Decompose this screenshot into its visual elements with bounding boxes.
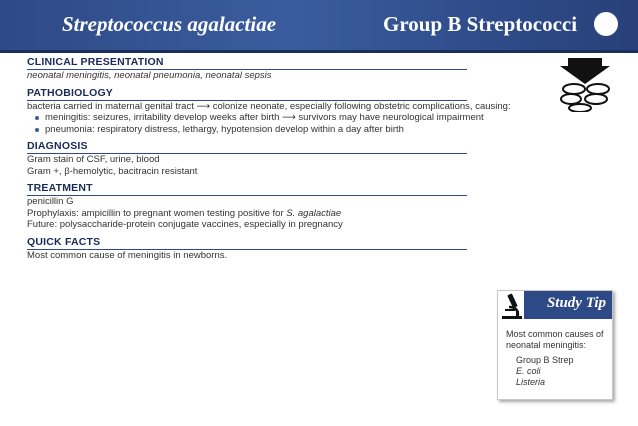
quickfacts-heading: QUICK FACTS bbox=[27, 236, 467, 250]
study-tip-item: Listeria bbox=[516, 377, 546, 387]
treatment-prophylaxis: Prophylaxis: ampicillin to pregnant women testing positive for bbox=[27, 207, 287, 219]
study-tip-intro: Most common causes of bbox=[506, 329, 604, 339]
quickfacts-text: Most common cause of meningitis in newborns. bbox=[27, 249, 228, 261]
clinical-text: neonatal meningitis, neonatal pneumonia, neonatal sepsis bbox=[27, 70, 272, 81]
patho-bullet: meningitis: seizures, irritability develop weeks after birth ⟶ survivors may have neurological impairment bbox=[27, 112, 467, 124]
patho-text: bacteria carried in maternal genital tract ⟶ colonize neonate, especially following obstetric complications, causing: bbox=[27, 100, 511, 112]
study-tip-box bbox=[497, 290, 613, 400]
header-circle-icon bbox=[594, 12, 618, 36]
diagnosis-heading: DIAGNOSIS bbox=[27, 140, 467, 154]
diagnosis-line: Gram +, β-hemolytic, bacitracin resistant bbox=[27, 165, 198, 177]
treatment-line: penicillin G bbox=[27, 196, 74, 207]
diagnosis-line: Gram stain of CSF, urine, blood bbox=[27, 154, 160, 165]
clinical-heading: CLINICAL PRESENTATION bbox=[27, 56, 467, 70]
study-tip-item: Group B Strep bbox=[516, 355, 574, 365]
treatment-line bbox=[27, 208, 467, 220]
patho-bullet: pneumonia: respiratory distress, lethargy, hypotension develop within a day after birth bbox=[27, 124, 467, 136]
patho-heading: PATHOBIOLOGY bbox=[27, 87, 467, 101]
study-tip-item: E. coli bbox=[516, 366, 541, 376]
group-name: Group B Streptococci bbox=[383, 12, 578, 36]
study-tip-body bbox=[506, 329, 610, 388]
treatment-heading: TREATMENT bbox=[27, 182, 467, 196]
streptococcus-chain-icon bbox=[558, 56, 614, 112]
treatment-line: Future: polysaccharide-protein conjugate vaccines, especially in pregnancy bbox=[27, 219, 343, 230]
study-tip-intro: neonatal meningitis: bbox=[506, 340, 587, 350]
header-banner bbox=[0, 0, 638, 53]
study-tip-list bbox=[506, 355, 610, 388]
main-content bbox=[27, 56, 511, 261]
organism-name: Streptococcus agalactiae bbox=[62, 12, 277, 36]
study-tip-header bbox=[524, 291, 612, 319]
treatment-organism: S. agalactiae bbox=[286, 207, 342, 219]
microscope-icon bbox=[500, 291, 526, 321]
study-tip-title: Study Tip bbox=[546, 295, 606, 311]
